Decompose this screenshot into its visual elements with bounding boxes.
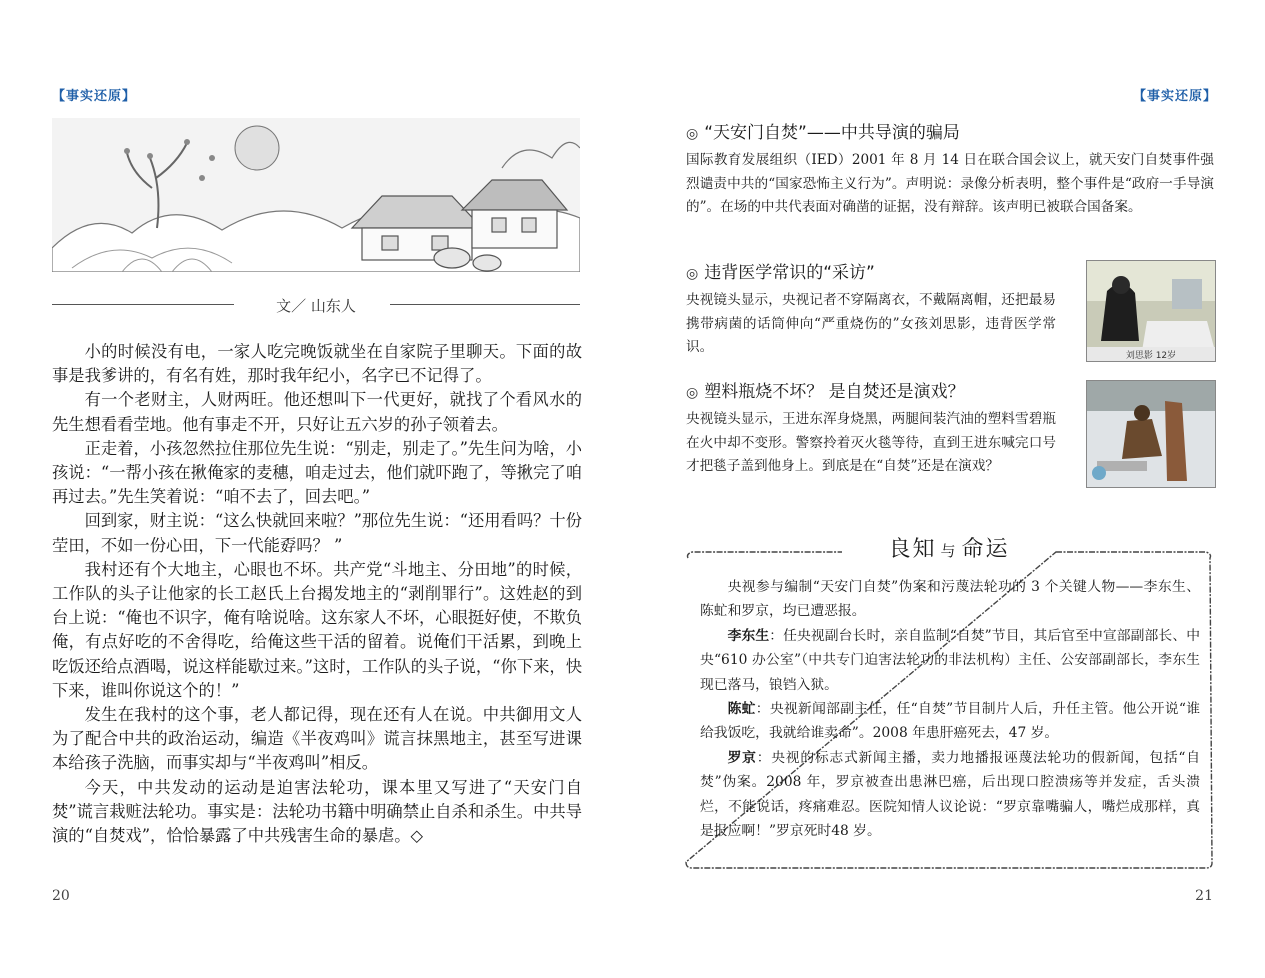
item-heading-text: “天安门自焚”——中共导演的骗局 <box>704 123 960 143</box>
article-body <box>52 340 582 848</box>
photo-caption: 刘思影 12岁 <box>1125 351 1177 361</box>
byline-rule-right <box>390 304 580 305</box>
person-text: ：央视的标志式新闻主播，卖力地播报诬蔑法轮功的假新闻，包括“自焚”伪案。2008 年，罗京被查出患淋巴癌，后出现口腔溃疡等并发症，舌头溃烂，不能说话，疼痛难忍。医院知情人议论说：“罗京靠嘴骗人，嘴烂成那样，真是报应啊！”罗京死时48 岁。 <box>700 749 1200 840</box>
person-name: 罗京 <box>727 749 757 766</box>
paragraph: 有一个老财主，人财两旺。他还想叫下一代更好，就找了个看风水的先生想看看茔地。他有事走不开，只好让五六岁的孙子领着去。 <box>52 390 582 434</box>
box-title <box>682 532 1216 563</box>
box-intro: 央视参与编制“天安门自焚”伪案和污蔑法轮功的 3 个关键人物——李东生、陈虻和罗京，均已遭恶报。 <box>700 579 1200 620</box>
byline-row <box>52 293 580 317</box>
person-text: ：央视新闻部副主任，任“自焚”节目制片人后，升任主管。他公开说“谁给我饭吃，我就给谁卖命”。2008 年患肝癌死去，47 岁。 <box>700 701 1200 742</box>
fact-item-1 <box>686 118 1214 220</box>
item-heading <box>686 258 1056 283</box>
section-tag: 【事实还原】 <box>52 89 137 104</box>
left-page <box>0 0 632 978</box>
item-body: 央视镜头显示，王进东浑身烧黑，两腿间装汽油的塑料雪碧瓶在火中却不变形。警察拎着灭火毯等待，直到王进东喊完口号才把毯子盖到他身上。到底是在“自焚”还是在演戏？ <box>686 411 1056 474</box>
person-entry <box>700 697 1200 746</box>
person-text: ：任央视副台长时，亲自监制“自焚”节目，其后官至中宣部副部长、中央“610 办公室”（中共专门迫害法轮功的非法机构）主任、公安部副部长，李东生现已落马，锒铛入狱。 <box>700 627 1200 693</box>
box-title-part: 命运 <box>961 537 1010 562</box>
person-name: 陈虻 <box>727 701 756 718</box>
bullet-circle-icon: ◎ <box>686 126 699 142</box>
right-page <box>632 0 1265 978</box>
item-body: 国际教育发展组织（IED）2001 年 8 月 14 日在联合国会议上，就天安门自焚事件强烈谴责中共的“国家恐怖主义行为”。声明说：录像分析表明，整个事件是“政府一手导演的”。在场的中共代表面对确凿的证据，没有辩辞。该声明已被联合国备案。 <box>686 152 1214 215</box>
item-heading-text: 塑料瓶烧不坏？ 是自焚还是演戏？ <box>704 382 965 402</box>
paragraph: 正走着，小孩忽然拉住那位先生说：“别走，别走了。”先生问为啥，小孩说：“一帮小孩在揪俺家的麦穗，咱走过去，他们就吓跑了，等揪完了咱再过去。”先生笑着说：“咱不去了，回去吧。” <box>52 438 582 507</box>
bullet-circle-icon: ◎ <box>686 266 699 282</box>
person-entry <box>700 624 1200 697</box>
item-heading-text: 违背医学常识的“采访” <box>704 263 875 283</box>
item-body: 央视镜头显示，央视记者不穿隔离衣，不戴隔离帽，还把最易携带病菌的话筒伸向“严重烧伤的”女孩刘思影，违背医学常识。 <box>686 292 1056 355</box>
conscience-and-fate-box <box>682 537 1216 872</box>
photo-interview <box>1086 260 1216 362</box>
paragraph: 发生在我村的这个事，老人都记得，现在还有人在说。中共御用文人为了配合中共的政治运动，编造《半夜鸡叫》谎言抹黑地主，甚至写进课本给孩子洗脑，而事实却与“半夜鸡叫”相反。 <box>52 705 582 773</box>
page-number: 20 <box>52 888 70 904</box>
paragraph: 小的时候没有电，一家人吃完晚饭就坐在自家院子里聊天。下面的故事是我爹讲的，有名有姓，那时我年纪小，名字已不记得了。 <box>52 342 582 386</box>
fact-item-2 <box>686 258 1056 360</box>
photo-self-immolation <box>1086 380 1216 488</box>
page-number: 21 <box>1195 888 1213 904</box>
article-title <box>104 268 518 272</box>
title-banner <box>52 118 580 272</box>
paragraph: 今天，中共发动的运动是迫害法轮功，课本里又写进了“天安门自焚”谎言栽赃法轮功。事实是：法轮功书籍中明确禁止自杀和杀生。中共导演的“自焚戏”，恰恰暴露了中共残害生命的暴虐。◇ <box>52 777 582 846</box>
paragraph: 回到家，财主说：“这么快就回来啦？”那位先生说：“还用看吗？十份茔田，不如一份心田，下一代能孬吗？ ” <box>52 511 582 555</box>
paragraph: 我村还有个大地主，心眼也不坏。共产党“斗地主、分田地”的时候，工作队的头子让他家的长工赵氏上台揭发地主的“剥削罪行”。这姓赵的到台上说：“俺也不识字，俺有啥说啥。这东家人不坏，心眼挺好使，不欺负俺，有点好吃的不舍得吃，给俺这些干活的留着。说俺们干活累，到晚上吃饭还给点酒喝，说这样能歇过来。”这时，工作队的头子说，“你下来，快下来，谁叫你说这个的！” <box>52 559 582 700</box>
byline: 文／ 山东人 <box>276 297 356 315</box>
bullet-circle-icon: ◎ <box>686 385 699 401</box>
box-title-part: 良知 <box>888 537 937 562</box>
fact-item-3 <box>686 377 1056 479</box>
item-heading <box>686 377 1056 402</box>
village-illustration <box>52 118 580 272</box>
item-heading <box>686 118 1214 143</box>
box-body <box>700 575 1200 843</box>
person-name: 李东生 <box>727 627 770 644</box>
section-tag: 【事实还原】 <box>1132 89 1217 104</box>
person-entry <box>700 746 1200 844</box>
box-title-conj: 与 <box>940 542 958 560</box>
